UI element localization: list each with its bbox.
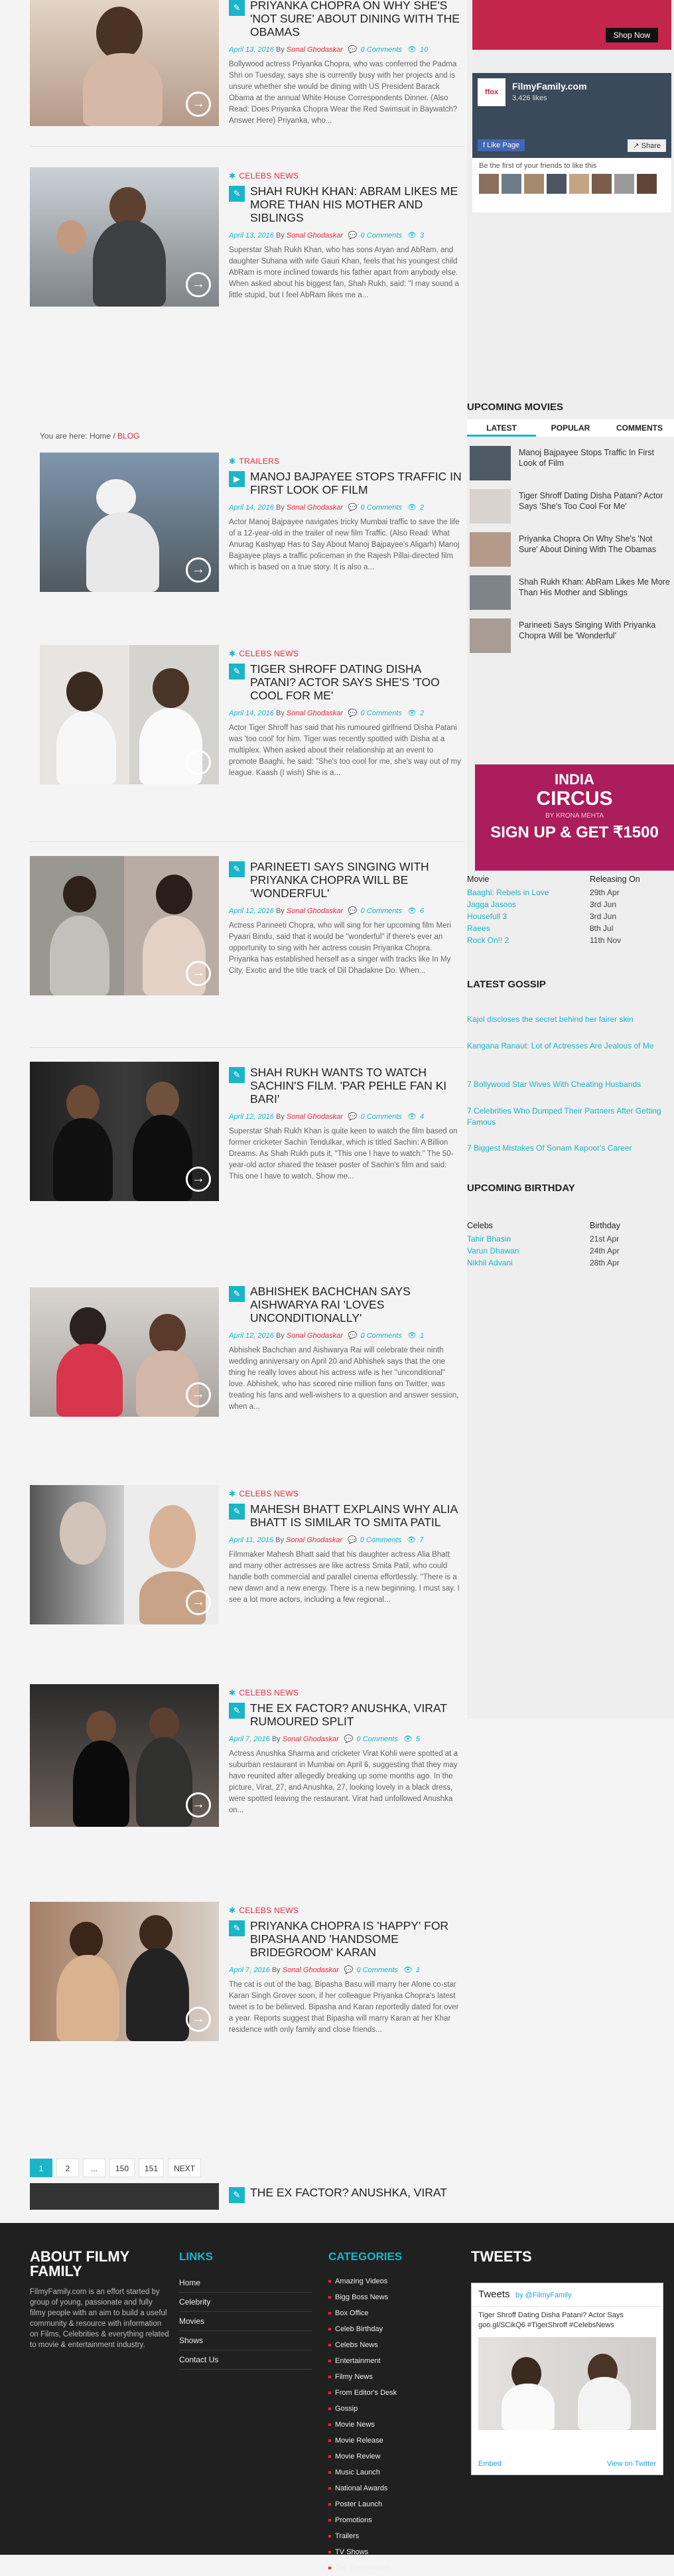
post-title[interactable]: PRIYANKA CHOPRA IS 'HAPPY' FOR BIPASHA AND 'HANDSOME BRIDEGROOM' KARAN [250,1919,449,1959]
facebook-widget [472,73,671,212]
post-category[interactable]: CELEBS NEWS [239,1688,299,1697]
post-thumbnail[interactable] [30,1062,219,1201]
birthday-table: Celebs Birthday Tahir Bhasin 21st Apr Varun Dhawan 24th Apr Nikhil Advani 28th Apr [467,1221,674,1269]
post-views: 1 [420,1332,425,1340]
post-category[interactable]: CELEBS NEWS [239,649,299,658]
post-date: April 14, 2016 [229,504,274,512]
pencil-icon: ✎ [229,1920,245,1936]
eye-icon: 👁 [403,1735,413,1743]
breadcrumb-home[interactable]: Home [89,431,111,441]
latest-thumbnail[interactable] [470,489,511,524]
post-category[interactable]: CELEBS NEWS [239,171,299,180]
post-category[interactable]: CELEBS NEWS [239,1489,299,1498]
shop-now-button[interactable]: Shop Now [606,28,658,42]
table-row: Baaghi: Rebels in Love 29th Apr [467,888,620,897]
list-item[interactable] [470,489,674,532]
footer-category-link[interactable]: Box Office [328,2305,461,2321]
gossip-link[interactable]: 7 Biggest Mistakes Of Sonam Kapoor's Career [467,1143,632,1153]
footer-about [30,2250,169,2350]
post-comments[interactable]: 0 Comments [360,709,402,717]
post-title[interactable]: THE EX FACTOR? ANUSHKA, VIRAT [250,2186,447,2199]
page-151-button[interactable]: 151 [139,2159,164,2177]
footer-link-movies[interactable]: Movies [179,2312,312,2331]
eye-icon: 👁 [403,1966,413,1974]
post-date: April 14, 2016 [229,709,274,717]
breadcrumb-current: BLOG [117,431,140,441]
post-title[interactable]: ABHISHEK BACHCHAN SAYS AISHWARYA RAI 'LOVES UNCONDITIONALLY' [250,1285,411,1324]
post-comments[interactable]: 0 Comments [360,504,402,512]
footer-category-link[interactable]: Poster Launch [328,2496,461,2512]
latest-title[interactable]: Shah Rukh Khan: AbRam Likes Me More Than His Mother and Siblings [519,577,670,597]
post-excerpt: Filmmaker Mahesh Bhatt said that his daughter actress Alia Bhatt and many other actresses are like actress Smita Patil, who could handle both commercial and parallel cinema effortlessly. "There is a new dawn and a new energy. There is a new beginning. I must say. I see a lot more actors, including a few regional... [229,1551,460,1604]
eye-icon: 👁 [407,46,417,54]
comment-icon: 💬 [348,232,358,240]
post-title[interactable]: PRIYANKA CHOPRA ON WHY SHE'S 'NOT SURE' ABOUT DINING WITH THE OBAMAS [250,0,460,38]
post-title[interactable]: MANOJ BAJPAYEE STOPS TRAFFIC IN FIRST LOOK OF FILM [250,470,462,496]
fb-share-button[interactable]: ↗ Share [628,139,666,152]
footer-tweets-heading: TWEETS [471,2248,532,2265]
footer-category-link[interactable]: Filmy News [328,2369,461,2385]
list-item[interactable] [470,532,674,575]
footer-category-link[interactable]: Music Launch [328,2465,461,2480]
arrow-right-icon[interactable]: → [186,1792,211,1818]
footer-category-link[interactable]: National Awards [328,2480,461,2496]
fb-friends-avatars [472,174,671,194]
ad-cta[interactable]: SIGN UP & GET ₹1500 [490,823,659,841]
footer-category-link[interactable]: Movie Release [328,2433,461,2449]
upcoming-movies-heading: UPCOMING MOVIES [467,401,564,413]
post-views: 1 [415,1966,421,1974]
post-excerpt: Actor Tiger Shroff has said that his rumoured girlfriend Disha Patani was 'too cool' for him. Tiger was recently spotted with Disha at a multiplex. When asked about their relationship at an event to promote Baaghi, he said: "She's too cool for me, she's way out of my league. Kaash (I wish) She is a... [229,724,461,777]
list-item[interactable] [470,618,674,661]
post-author[interactable]: Sonal Ghodaskar [282,1966,339,1974]
post-comments[interactable]: 0 Comments [360,1332,402,1340]
post-excerpt: Actress Parineeti Chopra, who will sing for her upcoming film Meri Pyaari Bindu, said that it would be "wonderful" if there's ever an opportunity to sing with her actress cousin Priyanka Chopra. Priyanka has established herself as a singer with tracks like In My City, Exotic and the title track of Dil Dhadakne Do. When... [229,922,451,975]
post-thumbnail[interactable] [30,856,219,995]
latest-gossip-heading: LATEST GOSSIP [467,979,546,990]
post-title[interactable]: THE EX FACTOR? ANUSHKA, VIRAT RUMOURED SPLIT [250,1701,447,1728]
pencil-icon: ✎ [229,186,245,202]
footer-category-link[interactable]: Amazing Videos [328,2273,461,2289]
footer-categories [328,2250,461,2576]
filmyfamily-logo-icon: ffox [478,78,506,106]
post-meta: April 13, 2016 By Sonal Ghodaskar 💬 0 Comments 👁 3 [229,232,425,240]
post-comments[interactable]: 0 Comments [360,232,402,240]
post-title[interactable]: SHAH RUKH KHAN: ABRAM LIKES ME MORE THAN HIS MOTHER AND SIBLINGS [250,184,458,224]
table-row: Jagga Jasoos 3rd Jun [467,900,617,909]
post-date: April 12, 2016 [229,1113,274,1121]
post-meta: April 14, 2016 By Sonal Ghodaskar 💬 0 Comments 👁 2 [229,709,425,717]
view-on-twitter-link[interactable]: View on Twitter [606,2460,656,2468]
gossip-link[interactable]: 7 Celebrities Who Dumped Their Partners After Getting Famous [467,1106,661,1127]
post-date: April 7, 2016 [229,1735,270,1743]
post-comments[interactable]: 0 Comments [360,1536,402,1544]
tweets-header: Tweets [478,2289,510,2300]
avatar[interactable] [502,174,521,194]
footer-category-link[interactable]: From Editor's Desk [328,2385,461,2401]
post-author[interactable]: Sonal Ghodaskar [286,1113,343,1121]
comment-icon: 💬 [348,907,358,915]
post-excerpt: The cat is out of the bag. Bipasha Basu will marry her Alone co-star Karan Singh Grover soon, if her colleague Priyanka Chopra's latest tweet is to be believed. Bipasha and Karan reportedly dated for over a year. Reports suggest that Bipasha will marry Karan at her Khar residence with only family and close friends... [229,1981,459,2034]
comment-icon: 💬 [348,1332,358,1340]
footer-about-text: FilmyFamily.com is an effort started by group of young, passionate and fully filmy people with an aim to build a useful community & resource with information on Films, Celebrities & everything related to movie & entertainment industry. [30,2288,169,2349]
comment-icon: 💬 [348,709,358,717]
footer-category-link[interactable]: Promotions [328,2512,461,2528]
tweet-image[interactable] [478,2337,656,2430]
latest-thumbnail[interactable] [470,618,511,653]
eye-icon: 👁 [407,504,417,512]
footer-categories-heading: CATEGORIES [328,2250,403,2263]
pencil-icon: ✎ [229,2187,245,2203]
latest-title[interactable]: Priyanka Chopra On Why She's 'Not Sure' About Dining With The Obamas [519,534,657,554]
post-author[interactable]: Sonal Ghodaskar [282,1735,339,1743]
tag-icon: ✱ [229,1688,236,1697]
tweet-text: Tiger Shroff Dating Disha Patani? Actor Says goo.gl/SCikQ6 #TigerShroff #CelebsNews [478,2311,624,2329]
post-views: 2 [420,709,425,717]
arrow-right-icon[interactable]: → [186,1167,211,1192]
avatar[interactable] [569,174,589,194]
post-comments[interactable]: 0 Comments [360,1113,402,1121]
table-row: Rock On!! 2 11th Nov [467,936,622,945]
footer [0,2223,674,2572]
post-comments[interactable]: 0 Comments [360,46,402,54]
post-meta: April 12, 2016 By Sonal Ghodaskar 💬 0 Comments 👁 6 [229,907,425,915]
pagination [30,2159,201,2177]
embed-link[interactable]: Embed [478,2460,502,2468]
post-comments[interactable]: 0 Comments [356,1966,398,1974]
tag-icon: ✱ [229,1906,236,1915]
footer-category-link[interactable]: TV Shows [328,2544,461,2560]
list-item[interactable] [470,575,674,618]
eye-icon: 👁 [407,1113,417,1121]
post-thumbnail[interactable] [30,1287,219,1417]
post-thumbnail[interactable] [30,1485,219,1624]
comment-icon: 💬 [344,1966,354,1974]
comment-icon: 💬 [348,1536,357,1544]
post-thumbnail[interactable] [30,0,219,126]
post-author[interactable]: Sonal Ghodaskar [286,504,343,512]
avatar[interactable] [614,174,634,194]
posts-tabs [467,419,674,437]
pencil-icon: ✎ [229,664,245,680]
post-comments[interactable]: 0 Comments [356,1735,398,1743]
post-title[interactable]: PARINEETI SAYS SINGING WITH PRIYANKA CHOPRA WILL BE 'WONDERFUL' [250,860,429,900]
post-excerpt: Actor Manoj Bajpayee navigates tricky Mumbai traffic to save the life of a 12-year-old in the trailer of new film Traffic. (Also Read: What Anurag Kashyap Has to Say About Manoj Bajpayee's Aligarh) Manoj Bajpayee plays a traffic policeman in the Rajesh Pillai-directed film which is based on a true story. It is also a... [229,518,460,571]
post-date: April 7, 2016 [229,1966,270,1974]
footer-link-home[interactable]: Home [179,2273,312,2293]
post-meta: April 13, 2016 By Sonal Ghodaskar 💬 0 Comments 👁 10 [229,46,429,54]
post-thumbnail[interactable] [30,167,219,307]
post-excerpt: Superstar Shah Rukh Khan, who has sons Aryan and AbRam, and daughter Suhana with wife Gauri Khan, feels that his youngest child AbRam is more inclined towards his father apart from anybody else. When asked about his biggest fan, Shah Rukh, said: "I may sound a little stupid, but I feel AbRam likes me a... [229,246,459,299]
post-meta: April 7, 2016 By Sonal Ghodaskar 💬 0 Comments 👁 5 [229,1735,421,1743]
post-views: 6 [420,907,425,915]
post-views: 10 [420,46,429,54]
post-title[interactable]: SHAH RUKH WANTS TO WATCH SACHIN'S FILM. 'PAR PEHLE FAN KI BARI' [250,1066,447,1106]
post-views: 5 [415,1735,421,1743]
footer-link-celebrity[interactable]: Celebrity [179,2293,312,2312]
latest-title[interactable]: Parineeti Says Singing With Priyanka Chopra Will be 'Wonderful' [519,620,656,640]
latest-thumbnail[interactable] [470,446,511,480]
pencil-icon: ✎ [229,1703,245,1719]
post-author[interactable]: Sonal Ghodaskar [286,1536,343,1544]
footer-category-link[interactable]: Gossip [328,2401,461,2417]
post-date: April 13, 2016 [229,46,274,54]
gossip-link[interactable]: 7 Bollywood Star Wives With Cheating Husbands [467,1080,641,1089]
post-views: 3 [420,232,425,240]
breadcrumb: You are here: Home / BLOG [40,431,140,441]
divider [30,1047,464,1048]
share-icon: ↗ [633,142,641,150]
table-row: Nikhil Advani 28th Apr [467,1258,620,1267]
eye-icon: 👁 [407,232,417,240]
arrow-right-icon[interactable]: → [186,557,211,583]
post-author[interactable]: Sonal Ghodaskar [286,907,343,915]
arrow-right-icon[interactable]: → [186,1382,211,1407]
tag-icon: ✱ [229,171,236,180]
fb-page-name[interactable]: FilmyFamily.com [512,81,587,92]
post-thumbnail[interactable] [40,453,219,592]
post-comments[interactable]: 0 Comments [360,907,402,915]
page-2-button[interactable]: 2 [56,2159,79,2177]
arrow-right-icon[interactable]: → [186,1590,211,1615]
footer-category-link[interactable]: Bigg Boss News [328,2289,461,2305]
footer-category-link[interactable]: Celeb Birthday [328,2321,461,2337]
avatar[interactable] [547,174,567,194]
post-excerpt: Superstar Shah Rukh Khan is quite keen to watch the film based on former cricketer Sachin Tendulkar, which is titled Sachin: A Billion Dreams. As Shah Rukh puts it, "This one I have to watch." The 50-year-old actor shared the teaser poster of Sachin's film and said: This one I have to watch. Show me... [229,1127,458,1181]
post-views: 7 [419,1536,424,1544]
post-excerpt: Bollywood actress Priyanka Chopra, who was conferred the Padma Shri on Tuesday, says she is currently busy with her projects and is unsure whether she would be dining with US President Barack Obama at the annual White House Correspondents Dinner. (Also Read: Does Priyanka Chopra Wear the Red Swimsuit in Baywatch? Answer Here) Priyanka, who... [229,60,458,125]
footer-category-link[interactable]: Movie Review [328,2449,461,2465]
footer-category-link[interactable]: Movie News [328,2417,461,2433]
footer-about-heading: ABOUT FILMY FAMILY [30,2248,129,2279]
arrow-right-icon[interactable]: → [186,750,211,775]
table-row: Housefull 3 3rd Jun [467,912,617,921]
post-views: 2 [420,504,425,512]
eye-icon: 👁 [407,1332,417,1340]
avatar[interactable] [479,174,499,194]
post-thumbnail[interactable] [30,2183,219,2210]
fb-friends-text: Be the first of your friends to like this [479,162,597,170]
post-category[interactable]: CELEBS NEWS [239,1906,299,1915]
pencil-icon: ✎ [229,1067,245,1083]
comment-icon: 💬 [344,1735,354,1743]
fb-like-button[interactable]: f Like Page [478,139,525,151]
latest-thumbnail[interactable] [470,575,511,610]
footer-tweets [471,2248,670,2468]
post-category[interactable]: TRAILERS [239,457,280,466]
comment-icon: 💬 [348,1113,358,1121]
post-thumbnail[interactable] [30,1902,219,2041]
post-thumbnail[interactable] [40,645,219,784]
pencil-icon: ✎ [229,0,245,16]
avatar[interactable] [592,174,612,194]
tab-comments[interactable]: COMMENTS [616,423,663,433]
shop-ad-banner[interactable] [472,0,671,50]
post-author[interactable]: Sonal Ghodaskar [286,1332,343,1340]
footer-category-link[interactable]: Trailers [328,2528,461,2544]
comment-icon: 💬 [348,504,358,512]
footer-links [179,2250,312,2370]
divider [30,146,464,147]
table-row: Varun Dhawan 24th Apr [467,1246,620,1255]
tag-icon: ✱ [229,649,236,658]
post-views: 4 [420,1113,425,1121]
post-meta: April 12, 2016 By Sonal Ghodaskar 💬 0 Comments 👁 4 [229,1113,425,1121]
arrow-right-icon[interactable]: → [186,2007,211,2032]
post-author[interactable]: Sonal Ghodaskar [286,46,343,54]
tag-icon: ✱ [229,1489,236,1498]
arrow-right-icon[interactable]: → [186,92,211,117]
tweets-by-link[interactable]: by @FilmyFamily [515,2291,572,2299]
footer-link-shows[interactable]: Shows [179,2331,312,2350]
post-meta: April 7, 2016 By Sonal Ghodaskar 💬 0 Comments 👁 1 [229,1966,421,1974]
upcoming-movies-table: Movie Releasing On Baaghi: Rebels in Love 29th Apr Jagga Jasoos 3rd Jun Housefull 3 3rd Jun Raees 8th Jul Rock On!! 2 11th Nov [467,875,674,946]
upcoming-birthday-heading: UPCOMING BIRTHDAY [467,1182,575,1194]
tab-popular[interactable]: POPULAR [551,423,590,433]
list-item[interactable] [470,446,674,488]
avatar[interactable] [524,174,544,194]
post-title[interactable]: TIGER SHROFF DATING DISHA PATANI? ACTOR SAYS SHE'S 'TOO COOL FOR ME' [250,662,440,702]
footer-link-contact[interactable]: Contact Us [179,2350,312,2370]
gossip-link[interactable]: Kajol discloses the secret behind her fairer skin [467,1015,634,1024]
tag-icon: ✱ [229,457,236,466]
post-date: April 12, 2016 [229,907,274,915]
post-author[interactable]: Sonal Ghodaskar [286,232,343,240]
footer-category-link[interactable]: Celebs News [328,2337,461,2353]
post-meta: April 12, 2016 By Sonal Ghodaskar 💬 0 Comments 👁 1 [229,1332,425,1340]
gossip-link[interactable]: Kangana Ranaut: Lot of Actresses Are Jealous of Me [467,1041,654,1050]
page-150-button[interactable]: 150 [109,2159,135,2177]
arrow-right-icon[interactable]: → [186,961,211,986]
latest-title[interactable]: Tiger Shroff Dating Disha Patani? Actor Says 'She's Too Cool For Me' [519,491,663,511]
post-title[interactable]: MAHESH BHATT EXPLAINS WHY ALIA BHATT IS SIMILAR TO SMITA PATIL [250,1502,458,1529]
post-item [30,2183,464,2210]
post-date: April 13, 2016 [229,232,274,240]
post-date: April 12, 2016 [229,1332,274,1340]
tab-latest[interactable]: LATEST [467,419,536,437]
post-meta: April 11, 2016 By Sonal Ghodaskar 💬 0 Comments 👁 7 [229,1536,424,1544]
circus-ad-banner[interactable]: INDIA CIRCUS BY KRONA MEHTA SIGN UP & GET ₹1500 [475,764,674,871]
arrow-right-icon[interactable]: → [186,272,211,297]
video-icon: ▶ [229,471,245,487]
latest-title[interactable]: Manoj Bajpayee Stops Traffic In First Look of Film [519,448,655,468]
post-thumbnail[interactable] [30,1684,219,1827]
post-author[interactable]: Sonal Ghodaskar [286,709,343,717]
eye-icon: 👁 [407,709,417,717]
footer-category-link[interactable]: Entertainment [328,2353,461,2369]
page-1-button[interactable]: 1 [30,2159,52,2177]
fb-likes: 3,426 likes [512,94,547,102]
pencil-icon: ✎ [229,861,245,877]
divider [30,841,464,842]
twitter-timeline [471,2283,663,2475]
comment-icon: 💬 [348,46,358,54]
eye-icon: 👁 [407,907,417,915]
table-row: Raees 8th Jul [467,924,614,933]
post-meta: April 14, 2016 By Sonal Ghodaskar 💬 0 Comments 👁 2 [229,504,425,512]
eye-icon: 👁 [407,1536,417,1544]
page-ellipsis: ... [83,2159,105,2177]
post-date: April 11, 2016 [229,1536,274,1544]
footer-category-link[interactable]: Zee Cine Awards [328,2560,461,2576]
footer-links-heading: LINKS [179,2250,213,2263]
latest-thumbnail[interactable] [470,532,511,567]
sidebar [467,0,674,1719]
avatar[interactable] [637,174,657,194]
table-row: Tahir Bhasin 21st Apr [467,1234,620,1244]
pencil-icon: ✎ [229,1286,245,1302]
facebook-icon: f [483,141,488,149]
next-page-button[interactable]: NEXT [168,2159,201,2177]
post-excerpt: Actress Anushka Sharma and cricketer Virat Kohli were spotted at a suburban restaurant in Mumbai on April 6, suggesting that they may have reunited after allegedly breaking up some months ago. In the picture, Virat, 27, and Anushka, 27, looking lovely in a black dress, were spotted leaving the restaurant. Virat had unfollowed Anushka on... [229,1750,458,1814]
post-excerpt: Abhishek Bachchan and Aishwarya Rai will celebrate their ninth wedding anniversary on April 20 and Abhishek says that the one thing he really loves about his actress wife is her "unconditional" love. Abhishek, who has scored nine million fans on Twitter, was treating his fans and well-wishers to a question and answer session, when a... [229,1346,459,1411]
pencil-icon: ✎ [229,1504,245,1520]
